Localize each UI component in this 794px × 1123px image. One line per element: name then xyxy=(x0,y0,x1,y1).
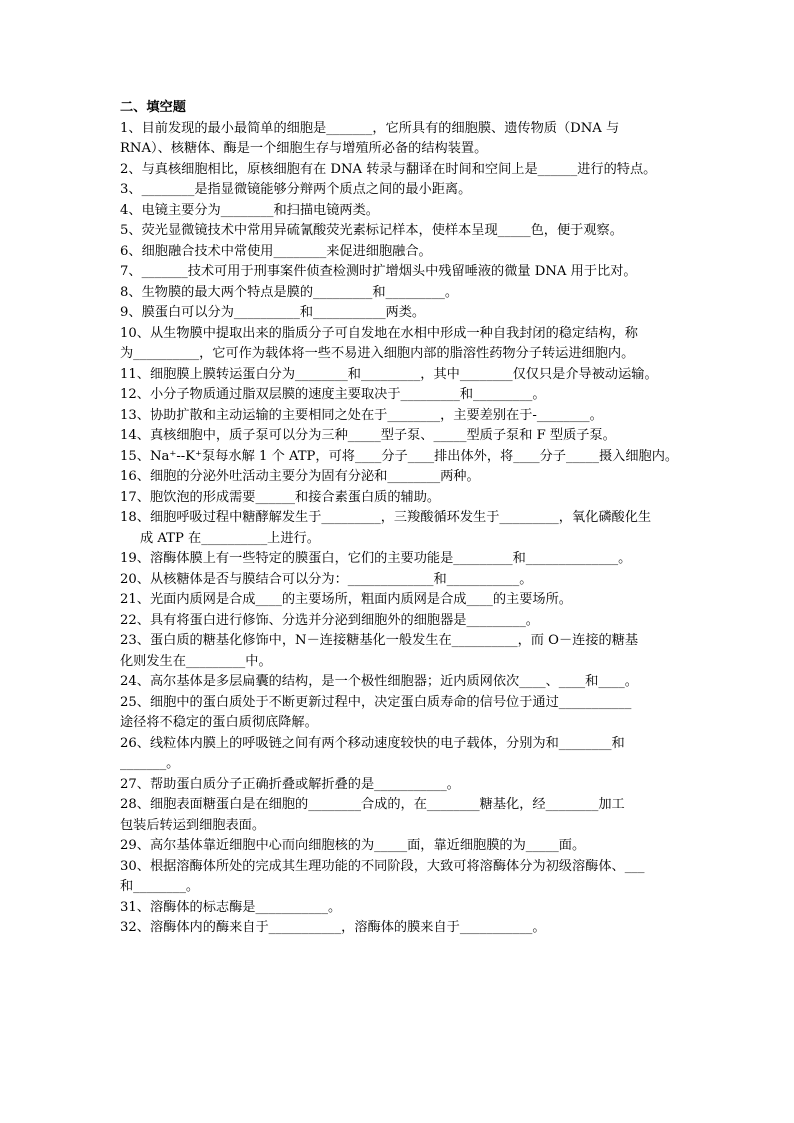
question-line: 包装后转运到细胞表面。 xyxy=(120,817,266,833)
question-line: 5、荧光显微镜技术中常用异硫氰酸荧光素标记样本，使样本呈现_____色，便于观察。 xyxy=(120,223,623,238)
question-lines xyxy=(120,119,690,939)
question-line: 14、真核细胞中，质子泵可以分为三种_____型子泵、_____型质子泵和 F 型质子泵。 xyxy=(120,428,616,443)
question-line: 13、协助扩散和主动运输的主要相同之处在于________，主要差别在于-________。 xyxy=(120,407,603,423)
question-line: 3、________是指显微镜能够分辩两个质点之间的最小距离。 xyxy=(120,182,472,197)
question-line: 20、从核糖体是否与膜结合可以分为：_____________和___________。 xyxy=(120,571,533,587)
question-line: 7、_______技术可用于刑事案件侦查检测时扩增烟头中残留唾液的微量 DNA 用于比对。 xyxy=(120,264,637,279)
question-line: 30、根据溶酶体所处的完成其生理功能的不同阶段，大致可将溶酶体分为初级溶酶体、___ xyxy=(120,858,645,874)
question-line: 21、光面内质网是合成____的主要场所，粗面内质网是合成____的主要场所。 xyxy=(120,592,572,607)
question-line: 途径将不稳定的蛋白质彻底降解。 xyxy=(120,715,318,730)
question-line: 22、具有将蛋白进行修饰、分选并分泌到细胞外的细胞器是_________。 xyxy=(120,612,539,628)
section-title: 二、填空题 xyxy=(120,100,186,115)
question-line: 16、细胞的分泌外吐活动主要分为固有分泌和________两种。 xyxy=(120,469,480,484)
question-line: 24、高尔基体是多层扁囊的结构，是一个极性细胞器；近内质网依次____、____和____。 xyxy=(120,674,638,689)
question-line: 18、细胞呼吸过程中糖酵解发生于_________，三羧酸循环发生于_________，氧化磷酸化生 xyxy=(120,510,652,525)
question-line: 32、溶酶体内的酶来自于___________，溶酶体的膜来自于___________。 xyxy=(120,920,546,935)
question-line: 9、膜蛋白可以分为__________和___________两类。 xyxy=(120,305,426,320)
question-line: 17、胞饮泡的形成需要______和接合素蛋白质的辅助。 xyxy=(120,489,441,505)
question-line: 23、蛋白质的糖基化修饰中，N－连接糖基化一般发生在__________，而 O－连接的糖基 xyxy=(120,633,639,648)
question-line: 4、电镜主要分为________和扫描电镜两类。 xyxy=(120,202,379,218)
question-line: 28、细胞表面糖蛋白是在细胞的________合成的，在________糖基化，经________加工 xyxy=(120,797,625,812)
question-line: 10、从生物膜中提取出来的脂质分子可自发地在水相中形成一种自我封闭的稳定结构，称 xyxy=(120,325,638,341)
question-line: 成 ATP 在__________上进行。 xyxy=(140,530,320,546)
question-line: _______。 xyxy=(120,756,180,771)
question-line: 19、溶酶体膜上有一些特定的膜蛋白，它们的主要功能是_________和______________。 xyxy=(120,551,632,566)
question-line: 31、溶酶体的标志酶是___________。 xyxy=(120,899,342,915)
question-line: 27、帮助蛋白质分子正确折叠或解折叠的是___________。 xyxy=(120,776,460,792)
question-line: 26、线粒体内膜上的呼吸链之间有两个移动速度较快的电子载体，分别为和________和 xyxy=(120,735,625,751)
question-line: RNA）、核糖体、酶是一个细胞生存与增殖所必备的结构装置。 xyxy=(120,141,488,156)
question-line: 为__________，它可作为载体将一些不易进入细胞内部的脂溶性药物分子转运进细胞内。 xyxy=(120,346,635,361)
question-line: 1、目前发现的最小最简单的细胞是_______，它所具有的细胞膜、遗传物质（DNA 与 xyxy=(120,120,620,136)
question-line: 15、Na⁺--K⁺泵每水解 1 个 ATP，可将____分子____排出体外，将____分子_____摄入细胞内。 xyxy=(120,448,679,464)
question-line: 12、小分子物质通过脂双层膜的速度主要取决于_________和_________。 xyxy=(120,387,546,402)
question-line: 化则发生在_________中。 xyxy=(120,653,272,669)
question-line: 8、生物膜的最大两个特点是膜的_________和_________。 xyxy=(120,284,459,300)
question-list xyxy=(120,98,690,939)
question-line: 6、细胞融合技术中常使用________来促进细胞融合。 xyxy=(120,243,432,259)
question-line: 25、细胞中的蛋白质处于不断更新过程中，决定蛋白质寿命的信号位于通过___________ xyxy=(120,694,632,710)
question-line: 29、高尔基体靠近细胞中心而向细胞核的为_____面，靠近细胞膜的为_____面。 xyxy=(120,838,586,853)
question-line: 2、与真核细胞相比，原核细胞有在 DNA 转录与翻译在时间和空间上是______进行的特点。 xyxy=(120,161,657,177)
question-line: 11、细胞膜上膜转运蛋白分为________和_________，其中________仅仅只是介导被动运输。 xyxy=(120,366,658,382)
question-line: 和________。 xyxy=(120,879,200,894)
